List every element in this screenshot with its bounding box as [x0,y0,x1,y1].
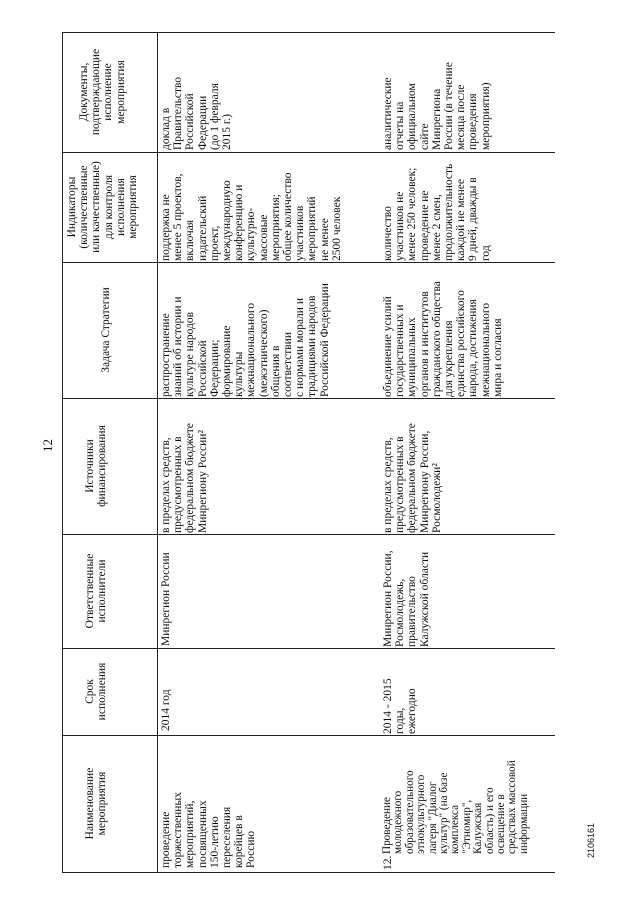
table-row [382,32,554,872]
row-task: объединение усилий государственных и муниципальных органов и институтов гражданского общества для укрепления единства российского народа, достижения межнационального мира и согласия [382,281,504,397]
header-indicators-cell [64,152,156,262]
header-deadline-cell [64,648,156,735]
row-name-cell [381,735,554,854]
row-task-cell [382,262,554,398]
header-responsible-cell [64,534,156,648]
row-responsible: Минрегион России [160,552,172,646]
row-name: Проведение молодежного образовательного этнокультурного лагеря "Диалог культур" (на базе комплекса "Этномир", Калужская область) и его освещение в средствах массовой информации [381,760,530,854]
header-responsible: Ответственные исполнители [84,553,109,629]
row-deadline-cell [160,648,378,735]
row-indicators-cell [160,152,378,262]
header-documents: Документы, подтверждающие исполнение мероприятия [78,48,127,136]
header-funding: Источники финансирования [84,425,109,507]
row-deadline: 2014 - 2015 годы, ежегодно [382,678,419,734]
row-funding: в пределах средств, предусмотренных в федеральном бюджете Минрегиону России² [160,423,209,533]
row-responsible-cell [160,534,378,648]
table-rule [62,32,63,872]
header-name-cell [64,735,156,872]
page-number: 12 [40,439,55,452]
table-row [160,32,378,872]
header-deadline: Срок исполнения [84,662,109,721]
row-funding: в пределах средств, предусмотренных в федеральном бюджете Минрегиону России, Росмолодежи² [382,423,443,533]
row-indicators-cell [382,152,554,262]
row-name: проведение торжественных мероприятий, посвященных 150-летию переселения корейцев в Россию [160,792,258,868]
header-funding-cell [64,398,156,534]
row-indicators: количество участников не менее 250 человек; проведение не менее 2 смен, продолжительность каждой не менее 9 дней, дважды в год [382,163,492,261]
row-funding-cell [382,398,554,534]
row-documents-cell [382,32,554,152]
row-responsible: Минрегион России, Росмолодежь, правительство Калужской области [382,550,431,647]
table-rule [62,872,555,873]
row-deadline-cell [382,648,554,735]
row-task-cell [160,262,378,398]
header-task-cell [64,262,156,398]
document-id: 2106161 [586,822,596,858]
header-indicators: Индикаторы (количественные или качественные) для контроля исполнения мероприятия [66,161,140,253]
row-number: 12. [382,855,394,870]
row-deadline: 2014 год [160,689,172,731]
row-responsible-cell [382,534,554,648]
table-rule [157,32,158,872]
row-task: распространение знаний об истории и культуре народов Российской Федерации; формирование культуры межнационального (межэтнического) общения в соответствии с нормами морали и традициями народов Российской Федерации [160,283,331,397]
row-documents-cell [160,32,378,152]
header-name: Наименование мероприятия [84,767,109,840]
header-documents-cell [64,32,156,152]
row-funding-cell [160,398,378,534]
row-documents: аналитические отчеты на официальном сайте Минрегиона России (в течение месяца после проведения мероприятия) [382,62,492,150]
header-task: Задача Стратегии [100,287,112,373]
row-indicators: поддержка не менее 5 проектов, включая издательский проект, международную конференцию и культурно- массовые мероприятия; общее количество участников мероприятий не менее 2500 человек [160,172,343,261]
row-documents: доклад в Правительство Российской Федерации (до 1 февраля 2015 г.) [160,76,234,150]
row-name-cell [160,735,378,872]
